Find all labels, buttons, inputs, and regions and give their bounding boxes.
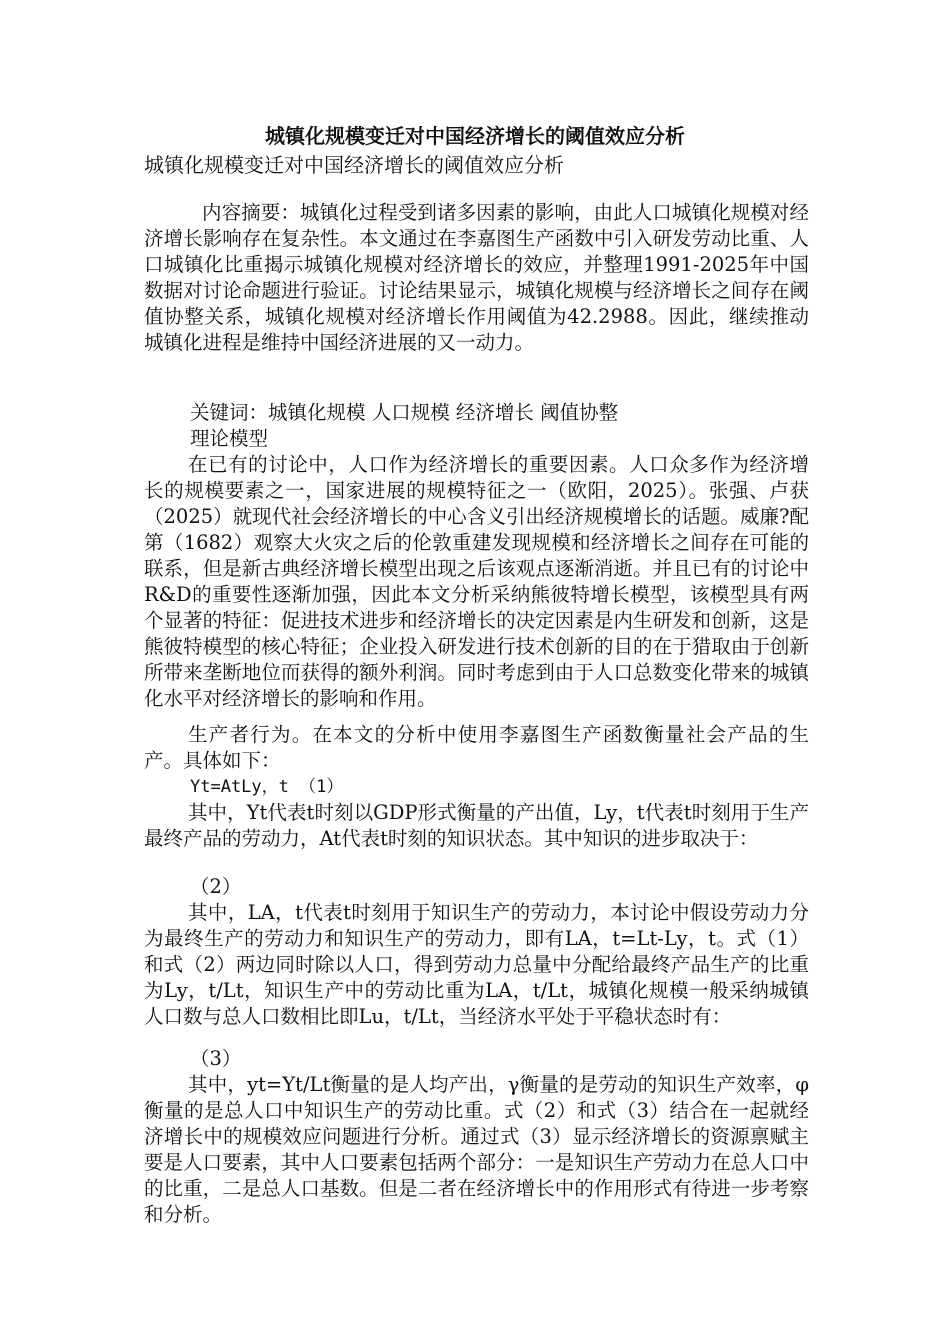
document-title: 城镇化规模变迁对中国经济增长的阈值效应分析: [265, 124, 685, 148]
section-heading: 理论模型: [190, 427, 269, 450]
body-paragraph-2: 生产者行为。在本文的分析中使用李嘉图生产函数衡量社会产品的生产。具体如下：: [144, 723, 809, 772]
equation-3-label: （3）: [190, 1047, 242, 1070]
body-paragraph-1: 在已有的讨论中，人口作为经济增长的重要因素。人口众多作为经济增长的规模要素之一，国家进展的规模特征之一（欧阳，2025）。张强、卢获（2025）就现代社会经济增长的中心含义引出经济规模增长的话题。威廉?配第（1682）观察大火灾之后的伦敦重建发现规模和经济增长之间存在可能的联系，但是新古典经济增长模型出现之后该观点逐渐消逝。并且已有的讨论中R&D的重要性逐渐加强，因此本文分析采纳熊彼特增长模型，该模型具有两个显著的特征：促进技术进步和经济增长的决定因素是内生研发和创新，这是熊彼特模型的核心特征；企业投入研发进行技术创新的目的在于猎取由于创新所带来垄断地位而获得的额外利润。同时考虑到由于人口总数变化带来的城镇化水平对经济增长的影响和作用。: [144, 453, 809, 710]
body-paragraph-4: 其中，LA，t代表t时刻用于知识生产的劳动力，本讨论中假设劳动力分为最终生产的劳动力和知识生产的劳动力，即有LA，t=Lt-Ly，t。式（1）和式（2）两边同时除以人口，得到劳动力总量中分配给最终产品生产的比重为Ly，t/Lt，知识生产中的劳动比重为LA，t/Lt，城镇化规模一般采纳城镇人口数与总人口数相比即Lu，t/Lt，当经济水平处于平稳状态时有：: [144, 901, 809, 1028]
equation-2-label: （2）: [190, 875, 242, 898]
body-paragraph-5: 其中，yt=Yt/Lt衡量的是人均产出，γ衡量的是劳动的知识生产效率，φ衡量的是总人口中知识生产的劳动比重。式（2）和式（3）结合在一起就经济增长中的规模效应问题进行分析。通过式（3）显示经济增长的资源禀赋主要是人口要素，其中人口要素包括两个部分：一是知识生产劳动力在总人口中的比重，二是总人口基数。但是二者在经济增长中的作用形式有待进一步考察和分析。: [144, 1073, 809, 1226]
equation-1: Yt=AtLy，t （1）: [190, 777, 344, 797]
abstract-paragraph: 内容摘要：城镇化过程受到诸多因素的影响，由此人口城镇化规模对经济增长影响存在复杂性。本文通过在李嘉图生产函数中引入研发劳动比重、人口城镇化比重揭示城镇化规模对经济增长的效应，并整理1991-2025年中国数据对讨论命题进行验证。讨论结果显示，城镇化规模与经济增长之间存在阈值协整关系，城镇化规模对经济增长作用阈值为42.2988。因此，继续推动城镇化进程是维持中国经济进展的又一动力。: [144, 201, 809, 354]
body-paragraph-3: 其中，Yt代表t时刻以GDP形式衡量的产出值，Ly，t代表t时刻用于生产最终产品的劳动力，At代表t时刻的知识状态。其中知识的进步取决于：: [144, 801, 809, 850]
document-subtitle: 城镇化规模变迁对中国经济增长的阈值效应分析: [144, 153, 564, 177]
keywords-line: 关键词：城镇化规模 人口规模 经济增长 阈值协整: [190, 401, 619, 424]
